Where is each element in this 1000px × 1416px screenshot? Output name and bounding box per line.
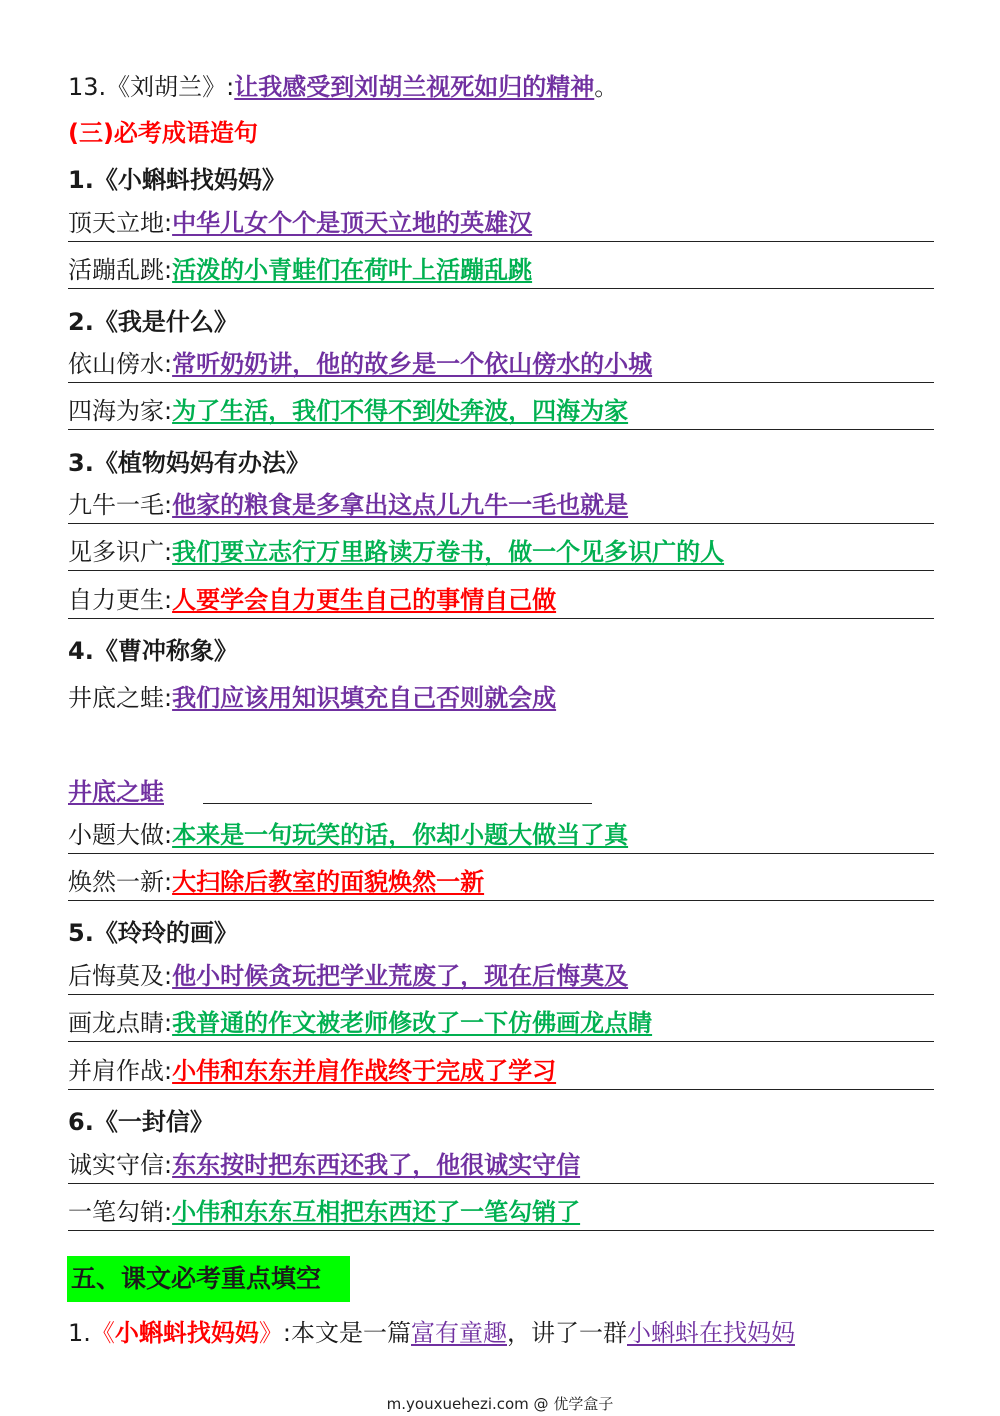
idiom-row <box>68 255 934 289</box>
page-footer: m.youxuehezi.com @ 优学盒子 <box>386 1395 614 1413</box>
lesson-1-title-text: 1.《小蝌蚪找妈妈 <box>68 166 262 194</box>
colon: : <box>164 397 173 425</box>
idiom-row <box>68 208 934 242</box>
idiom-sentence: 东东按时把东西还我了，他很诚实守信 <box>172 1151 581 1179</box>
section-3-title: (三)必考成语造句 <box>68 119 258 147</box>
colon: : <box>164 1151 173 1179</box>
colon: : <box>164 256 173 284</box>
colon: : <box>164 684 173 712</box>
idiom-row <box>68 683 934 713</box>
colon: : <box>164 350 173 378</box>
lesson-3-title: 3.《植物妈妈有办法》 <box>68 449 310 477</box>
colon: : <box>164 1057 173 1085</box>
idiom-term: 一笔勾销 <box>68 1198 164 1226</box>
idiom-row <box>68 820 934 854</box>
lesson-1-title <box>68 165 934 195</box>
idiom-row <box>68 961 934 995</box>
idiom-row <box>68 537 934 571</box>
colon: : <box>164 962 173 990</box>
idiom-term: 四海为家 <box>68 397 164 425</box>
idiom-sentence: 我普通的作文被老师修改了一下仿佛画龙点睛 <box>172 1009 653 1037</box>
idiom-term: 画龙点睛 <box>68 1009 164 1037</box>
lesson-1-title-close: 》 <box>261 166 286 194</box>
colon: : <box>282 1319 291 1347</box>
colon: : <box>164 586 173 614</box>
fill-lesson-title: 小蝌蚪找妈妈 <box>114 1319 259 1347</box>
lesson-2-title: 2.《我是什么》 <box>68 308 238 336</box>
item-13-period: 。 <box>594 73 619 101</box>
idiom-sentence: 小伟和东东并肩作战终于完成了学习 <box>172 1057 557 1085</box>
idiom-term: 见多识广 <box>68 538 164 566</box>
idiom-term: 九牛一毛 <box>68 491 164 519</box>
idiom-row <box>68 867 934 901</box>
idiom-sentence: 为了生活，我们不得不到处奔波，四海为家 <box>172 397 629 425</box>
idiom-sentence: 大扫除后教室的面貌焕然一新 <box>172 868 485 896</box>
idiom-term: 并肩作战 <box>68 1057 164 1085</box>
colon: : <box>164 868 173 896</box>
idiom-sentence: 活泼的小青蛙们在荷叶上活蹦乱跳 <box>172 256 533 284</box>
idiom-sentence: 人要学会自力更生自己的事情自己做 <box>172 586 557 614</box>
fill-blank-1: 富有童趣 <box>411 1319 507 1347</box>
idiom-term: 顶天立地 <box>68 209 164 237</box>
idiom-term: 依山傍水 <box>68 350 164 378</box>
idiom-term: 小题大做 <box>68 821 164 849</box>
idiom-term: 自力更生 <box>68 586 164 614</box>
fill-text-2: ，讲了一群 <box>507 1319 627 1347</box>
item-13-answer: 让我感受到刘胡兰视死如归的精神 <box>234 73 595 101</box>
lesson-5-title: 5.《玲玲的画》 <box>68 919 238 947</box>
idiom-sentence: 我们要立志行万里路读万卷书，做一个见多识广的人 <box>172 538 725 566</box>
idiom-row <box>68 1197 934 1231</box>
idiom-term: 后悔莫及 <box>68 962 164 990</box>
idiom-sentence: 他家的粮食是多拿出这点儿九牛一毛也就是 <box>172 491 629 519</box>
item-13 <box>68 72 934 102</box>
idiom-term: 井底之蛙 <box>68 684 164 712</box>
colon: : <box>164 1198 173 1226</box>
sentence-continuation: 井底之蛙 <box>68 778 164 806</box>
idiom-row <box>68 1150 934 1184</box>
fill-number: 1. <box>68 1319 91 1347</box>
fill-text-1: 本文是一篇 <box>291 1319 411 1347</box>
idiom-sentence: 中华儿女个个是顶天立地的英雄汉 <box>172 209 533 237</box>
idiom-sentence: 他小时候贪玩把学业荒废了，现在后悔莫及 <box>172 962 629 990</box>
colon: : <box>164 821 173 849</box>
lesson-6-title: 6.《一封信》 <box>68 1108 214 1136</box>
fill-blank-2: 小蝌蚪在找妈妈 <box>627 1319 795 1347</box>
colon: : <box>226 73 235 101</box>
idiom-row <box>68 396 934 430</box>
item-13-term: 13.《刘胡兰》 <box>68 73 227 101</box>
idiom-sentence: 我们应该用知识填充自己否则就会成 <box>172 684 557 712</box>
fill-bracket-open: 《 <box>90 1319 115 1347</box>
colon: : <box>164 1009 173 1037</box>
idiom-sentence: 常听奶奶讲，他的故乡是一个依山傍水的小城 <box>172 350 653 378</box>
fill-bracket-close: 》 <box>258 1319 283 1347</box>
idiom-term: 活蹦乱跳 <box>68 256 164 284</box>
idiom-row <box>68 490 934 524</box>
fill-item-1 <box>68 1318 934 1348</box>
idiom-sentence: 本来是一句玩笑的话，你却小题大做当了真 <box>172 821 629 849</box>
idiom-row <box>68 1008 934 1042</box>
idiom-row <box>68 349 934 383</box>
colon: : <box>164 209 173 237</box>
colon: : <box>164 538 173 566</box>
idiom-term: 诚实守信 <box>68 1151 164 1179</box>
lesson-4-title: 4.《曹冲称象》 <box>68 637 238 665</box>
answer-line <box>203 803 592 804</box>
idiom-sentence: 小伟和东东互相把东西还了一笔勾销了 <box>172 1198 581 1226</box>
idiom-row <box>68 585 934 619</box>
section-5-title: 五、课文必考重点填空 <box>67 1256 350 1302</box>
idiom-row <box>68 1056 934 1090</box>
colon: : <box>164 491 173 519</box>
idiom-term: 焕然一新 <box>68 868 164 896</box>
